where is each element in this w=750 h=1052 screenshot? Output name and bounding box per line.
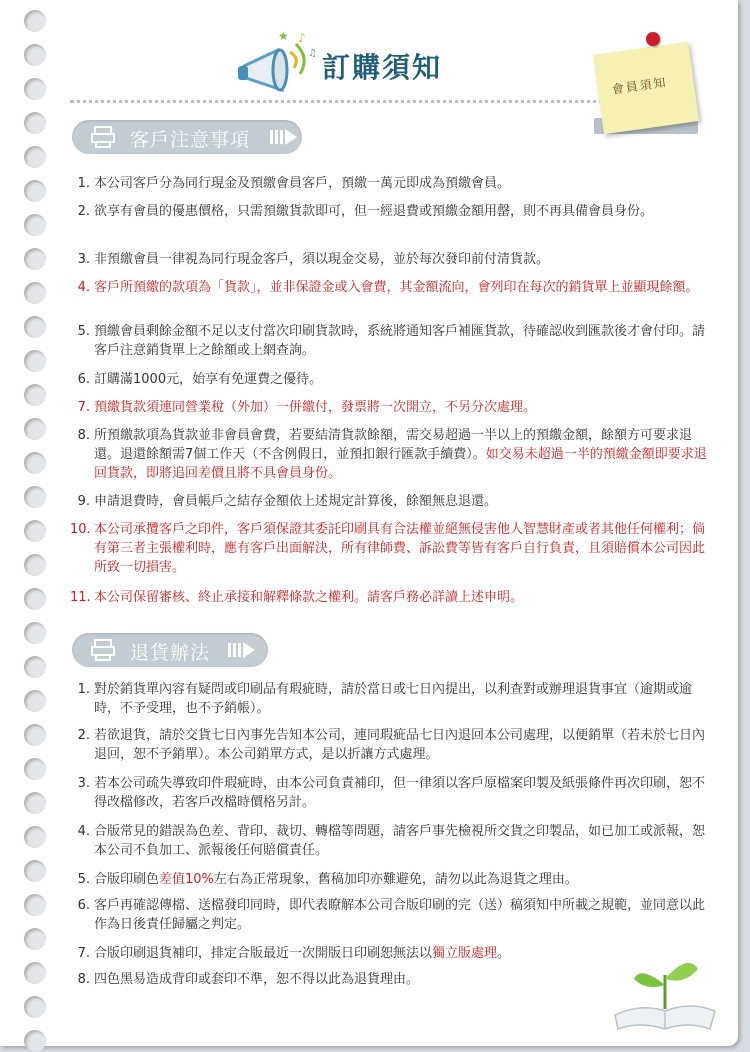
arrow-right-icon [228, 641, 256, 659]
list-item: 2. 若欲退貨，請於交貨七日內事先告知本公司，連同瑕疵品七日內退回本公司處理，以便銷單（若未於七日內退回，恕不予銷單）。本公司銷單方式，是以折讓方式處理。 [77, 728, 706, 762]
svg-text:♪: ♪ [298, 31, 306, 45]
binder-holes [24, 0, 46, 1052]
list-item: 1. 對於銷貨單內容有疑問或印刷品有瑕疵時，請於當日或七日內提出，以利查對或辦理退貨事宜（逾期或逾時，不予受理，也不予銷帳）。 [77, 682, 693, 716]
arrow-right-icon [270, 128, 298, 146]
list-item: 6. 訂購滿1000元，始享有免運費之優待。 [77, 372, 323, 387]
list-item: 7. 預繳貨款須連同營業稅（外加）一併繳付，發票將一次開立，不另分次處理。 [77, 400, 537, 415]
list-item: 2. 欲享有會員的優惠價格，只需預繳貨款即可，但一經退費或預繳金額用罄，則不再具備會員身份。 [77, 204, 654, 219]
megaphone-icon [234, 28, 320, 98]
pin-icon [646, 32, 660, 46]
svg-text:★: ★ [278, 29, 289, 43]
sticky-note-text: 會員須知 [610, 75, 669, 97]
list-item: 8. 所預繳款項為貨款並非會員會費，若要結清貨款餘額，需交易超過一半以上的預繳金額，餘額方可要求退還。退還餘額需7個工作天（不含例假日，並預扣銀行匯款手續費）。如交易未超過一半的預繳金額即要求退回貨款，即將追回差價且將不具會員身份。 [77, 428, 707, 481]
list-item: 6. 客戶再確認傳檔、送檔發印同時，即代表瞭解本公司合版印刷的完（送）稿須知中所載之規範，並同意以此作為日後責任歸屬之判定。 [77, 898, 706, 932]
list-item: 3. 非預繳會員一律視為同行現金客戶，須以現金交易，並於每次發印前付清貨款。 [77, 252, 550, 267]
divider [70, 100, 670, 103]
list-item: 3. 若本公司疏失導致印件瑕疵時，由本公司負責補印，但一律須以客戶原檔案印製及紙張條件再次印刷，恕不得改檔修改，若客戶改檔時價格另計。 [77, 776, 706, 810]
section-title: 退貨辦法 [130, 642, 211, 664]
page-title: 訂購須知 [322, 51, 443, 84]
list-item: 10. 本公司承攬客戶之印件，客戶須保證其委託印刷具有合法權並絕無侵害他人智慧財產或者其他任何權利；倘有第三者主張權利時，應有客戶出面解決，所有律師費、訴訟費等皆有客戶自行負責，且須賠償本公司因此所致一切損害。 [70, 522, 706, 575]
list-item: 1. 本公司客戶分為同行現金及預繳會員客戶，預繳一萬元即成為預繳會員。 [77, 176, 511, 191]
list-item: 4. 客戶所預繳的款項為「貨款」，並非保證金或入會費，其金額流向，會列印在每次的銷貨單上並顯現餘額。 [77, 280, 699, 295]
section-header-customer-notes [72, 120, 302, 154]
list-item: 9. 申請退費時，會員帳戶之結存金額依上述規定計算後，餘額無息退還。 [77, 494, 498, 509]
list-item: 4. 合版常見的錯誤為色差、背印、裁切、轉檔等問題，請客戶事先檢視所交貨之印製品，如已加工或派報，恕本公司不負加工、派報後任何賠償責任。 [77, 824, 706, 858]
list-item: 11. 本公司保留審核、終止承接和解釋條款之權利。請客戶務必詳讀上述申明。 [70, 590, 524, 605]
list-item: 5. 預繳會員剩餘金額不足以支付當次印刷貨款時，系統將通知客戶補匯貨款，待確認收到匯款後才會付印。請客戶注意銷貨單上之餘額或上網查詢。 [77, 324, 706, 358]
section-title: 客戶注意事項 [130, 129, 251, 151]
list-item: 8. 四色黑易造成背印或套印不準，恕不得以此為退貨理由。 [77, 972, 420, 987]
printer-icon [90, 638, 118, 662]
list-item: 5. 合版印刷色差值10%左右為正常現象，舊稿加印亦難避免，請勿以此為退貨之理由。 [77, 872, 578, 887]
list-item: 7. 合版印刷退貨補印，排定合版最近一次開版日印刷恕無法以獨立版處理。 [77, 946, 511, 961]
printer-icon [90, 125, 118, 149]
sticky-note [593, 42, 699, 135]
section-header-return-policy [72, 633, 268, 667]
svg-text:♫: ♫ [308, 48, 317, 59]
sprout-book-icon [610, 945, 720, 1035]
